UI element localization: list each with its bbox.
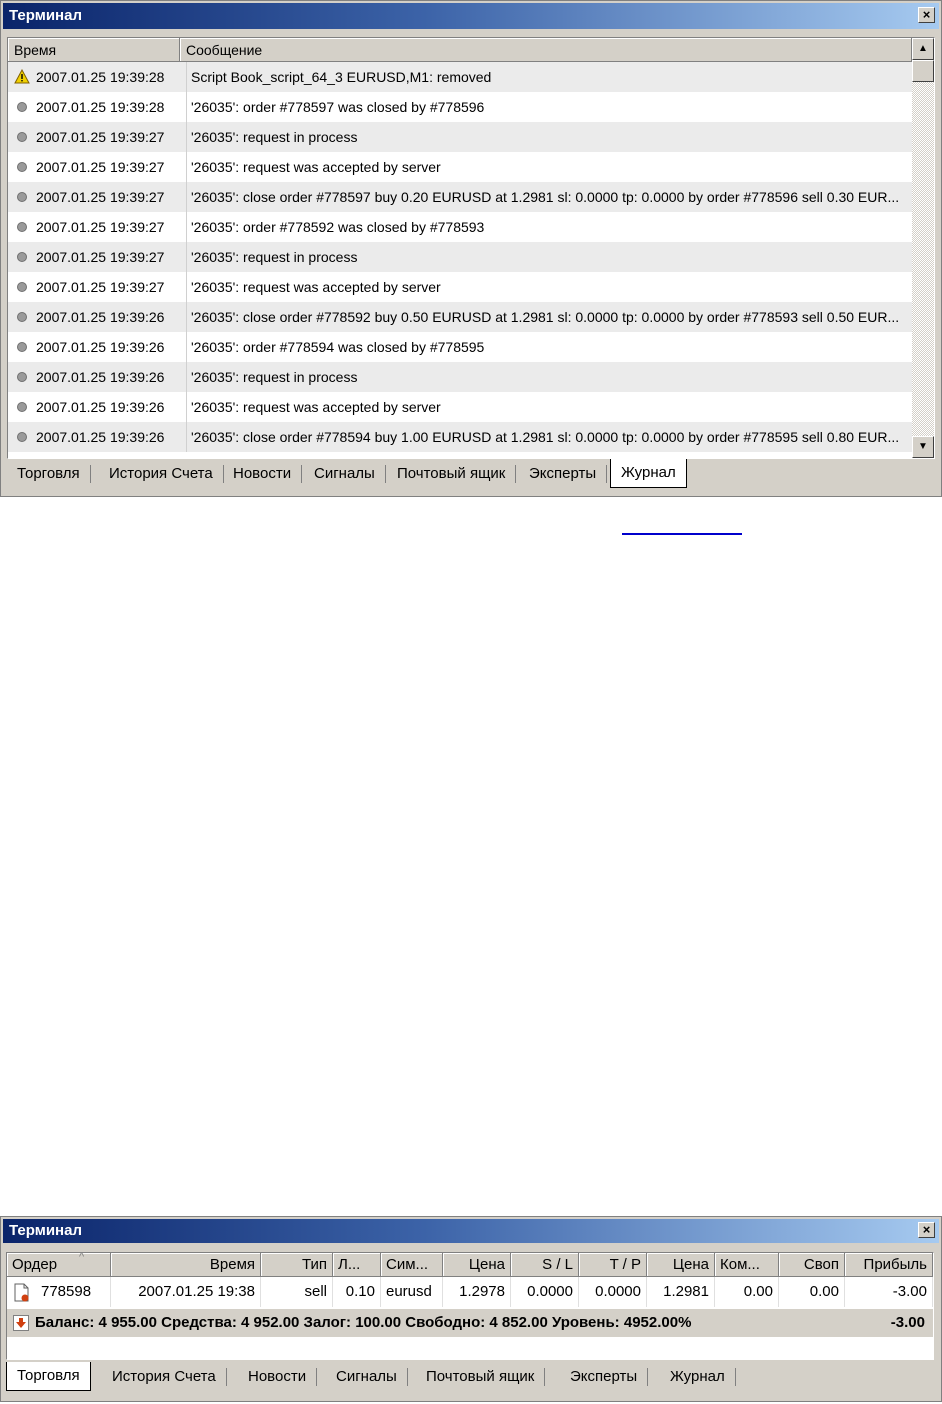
list-item[interactable] — [8, 272, 912, 302]
column-header-message[interactable]: Сообщение — [180, 38, 912, 62]
tab-6[interactable]: Журнал — [660, 1368, 736, 1386]
journal-list[interactable] — [7, 37, 935, 459]
log-message: '26035': order #778592 was closed by #778593 — [186, 212, 908, 242]
column-header-2[interactable]: Тип — [261, 1253, 333, 1277]
tab-4[interactable]: Почтовый ящик — [416, 1368, 545, 1386]
list-item[interactable] — [8, 242, 912, 272]
info-dot-icon — [14, 309, 30, 325]
sort-ascending-icon: ^ — [79, 1252, 85, 1263]
list-item[interactable] — [8, 122, 912, 152]
log-time: 2007.01.25 19:39:27 — [36, 279, 165, 295]
info-dot-icon — [14, 189, 30, 205]
log-time: 2007.01.25 19:39:26 — [36, 369, 165, 385]
tab-3[interactable]: Сигналы — [326, 1368, 408, 1386]
order-swap: 0.00 — [779, 1277, 845, 1307]
tab-2[interactable]: Новости — [238, 1368, 317, 1386]
balance-summary-text: Баланс: 4 955.00 Средства: 4 952.00 Залог: 100.00 Свободно: 4 852.00 Уровень: 4952.00% — [35, 1314, 692, 1331]
journal-rows — [8, 62, 912, 452]
scroll-thumb[interactable] — [912, 60, 934, 82]
tab-3[interactable]: Сигналы — [304, 465, 386, 483]
column-header-10[interactable]: Своп — [779, 1253, 845, 1277]
close-icon[interactable]: × — [918, 7, 935, 23]
log-time: 2007.01.25 19:39:28 — [36, 99, 165, 115]
log-time: 2007.01.25 19:39:27 — [36, 219, 165, 235]
info-dot-icon — [14, 159, 30, 175]
order-symbol: eurusd — [381, 1277, 443, 1307]
window-title-bar[interactable] — [3, 1219, 939, 1243]
log-message: '26035': request in process — [186, 122, 908, 152]
info-dot-icon — [14, 99, 30, 115]
column-header-0[interactable]: Ордер — [7, 1253, 111, 1277]
list-item[interactable] — [8, 212, 912, 242]
tab-5[interactable]: Эксперты — [519, 465, 607, 483]
log-message: '26035': request in process — [186, 362, 908, 392]
order-time: 2007.01.25 19:38 — [111, 1277, 261, 1307]
vertical-scrollbar[interactable] — [912, 38, 934, 458]
list-item[interactable] — [8, 92, 912, 122]
log-time: 2007.01.25 19:39:26 — [36, 399, 165, 415]
list-item[interactable] — [8, 152, 912, 182]
terminal-window-journal — [0, 0, 942, 497]
order-open-price: 1.2978 — [443, 1277, 511, 1307]
log-time: 2007.01.25 19:39:26 — [36, 429, 165, 445]
log-time: 2007.01.25 19:39:27 — [36, 189, 165, 205]
sell-arrow-icon — [13, 1315, 29, 1331]
order-commission: 0.00 — [715, 1277, 779, 1307]
list-item[interactable] — [8, 362, 912, 392]
list-item[interactable] — [8, 182, 912, 212]
column-header-5[interactable]: Цена — [443, 1253, 511, 1277]
tab-1[interactable]: История Счета — [102, 1368, 227, 1386]
log-message: '26035': request in process — [186, 242, 908, 272]
info-dot-icon — [14, 429, 30, 445]
tab-0[interactable]: Торговля — [6, 1362, 91, 1391]
log-time: 2007.01.25 19:39:26 — [36, 309, 165, 325]
scroll-up-icon[interactable]: ▲ — [912, 38, 934, 60]
list-item[interactable] — [8, 332, 912, 362]
column-header-4[interactable]: Сим... — [381, 1253, 443, 1277]
log-time: 2007.01.25 19:39:27 — [36, 129, 165, 145]
tab-5[interactable]: Эксперты — [560, 1368, 648, 1386]
column-header-time[interactable]: Время — [8, 38, 180, 62]
order-tp: 0.0000 — [579, 1277, 647, 1307]
info-dot-icon — [14, 129, 30, 145]
log-message: '26035': order #778597 was closed by #778596 — [186, 92, 908, 122]
order-price: 1.2981 — [647, 1277, 715, 1307]
log-message: '26035': close order #778594 buy 1.00 EURUSD at 1.2981 sl: 0.0000 tp: 0.0000 by order #778595 sell 0.80 EUR... — [186, 422, 908, 452]
info-dot-icon — [14, 219, 30, 235]
window-title-bar[interactable] — [3, 3, 939, 29]
column-header-7[interactable]: T / P — [579, 1253, 647, 1277]
trade-table[interactable] — [6, 1252, 934, 1360]
log-message: '26035': request was accepted by server — [186, 152, 908, 182]
log-message: '26035': request was accepted by server — [186, 272, 908, 302]
window-title: Терминал — [9, 1222, 82, 1239]
info-dot-icon — [14, 279, 30, 295]
column-header-1[interactable]: Время — [111, 1253, 261, 1277]
log-message: '26035': close order #778597 buy 0.20 EURUSD at 1.2981 sl: 0.0000 tp: 0.0000 by order #778596 sell 0.30 EUR... — [186, 182, 908, 212]
warning-icon — [14, 69, 30, 85]
log-time: 2007.01.25 19:39:28 — [36, 69, 165, 85]
window-title: Терминал — [9, 7, 82, 24]
info-dot-icon — [14, 249, 30, 265]
tab-1[interactable]: История Счета — [99, 465, 224, 483]
trade-table-header — [7, 1253, 933, 1277]
column-header-3[interactable]: Л... — [333, 1253, 381, 1277]
column-header-9[interactable]: Ком... — [715, 1253, 779, 1277]
scroll-down-icon[interactable]: ▼ — [912, 436, 934, 458]
log-time: 2007.01.25 19:39:27 — [36, 159, 165, 175]
log-message: Script Book_script_64_3 EURUSD,M1: removed — [186, 62, 908, 92]
decorative-underline — [622, 533, 742, 535]
column-header-8[interactable]: Цена — [647, 1253, 715, 1277]
column-header-11[interactable]: Прибыль — [845, 1253, 933, 1277]
column-header-6[interactable]: S / L — [511, 1253, 579, 1277]
log-message: '26035': request was accepted by server — [186, 392, 908, 422]
tab-2[interactable]: Новости — [223, 465, 302, 483]
info-dot-icon — [14, 399, 30, 415]
order-sl: 0.0000 — [511, 1277, 579, 1307]
info-dot-icon — [14, 369, 30, 385]
log-time: 2007.01.25 19:39:26 — [36, 339, 165, 355]
list-item[interactable] — [8, 422, 912, 452]
list-item[interactable] — [8, 392, 912, 422]
total-profit: -3.00 — [890, 1314, 925, 1331]
journal-column-header — [8, 38, 912, 62]
order-profit: -3.00 — [845, 1277, 933, 1307]
tab-4[interactable]: Почтовый ящик — [387, 465, 516, 483]
log-time: 2007.01.25 19:39:27 — [36, 249, 165, 265]
log-message: '26035': close order #778592 buy 0.50 EURUSD at 1.2981 sl: 0.0000 tp: 0.0000 by order #778593 sell 0.50 EUR... — [186, 302, 908, 332]
balance-summary-row — [7, 1309, 933, 1337]
order-lots: 0.10 — [333, 1277, 381, 1307]
list-item[interactable] — [8, 302, 912, 332]
log-message: '26035': order #778594 was closed by #778595 — [186, 332, 908, 362]
tab-6[interactable]: Журнал — [610, 459, 687, 488]
tab-0[interactable]: Торговля — [7, 465, 91, 483]
order-ticket: 778598 — [7, 1277, 111, 1307]
close-icon[interactable]: × — [918, 1222, 935, 1238]
order-document-icon — [13, 1283, 31, 1306]
info-dot-icon — [14, 339, 30, 355]
list-item[interactable] — [8, 62, 912, 92]
order-type: sell — [261, 1277, 333, 1307]
